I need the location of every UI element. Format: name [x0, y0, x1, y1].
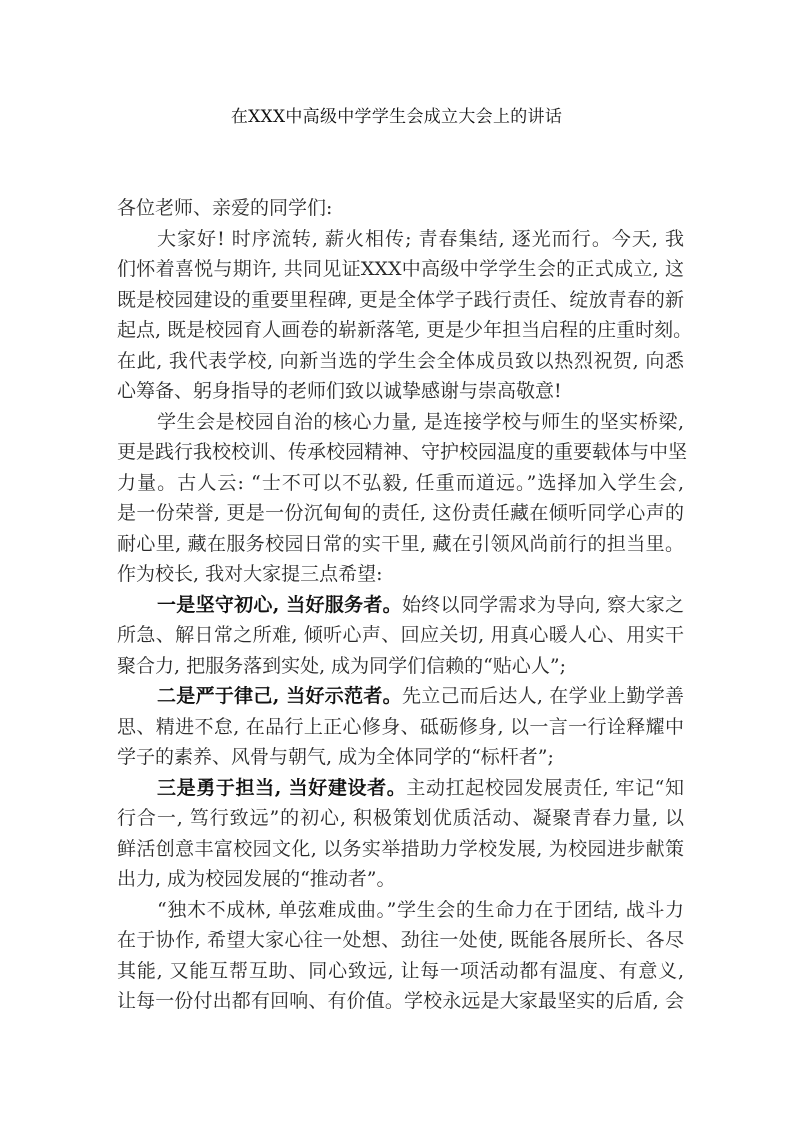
paragraph-line: [117, 803, 684, 834]
paragraph-text: 思、精进不怠, 在品行上正心修身、砥砺修身, 以一言一行诠释耀中: [117, 715, 684, 738]
paragraph-line: [117, 681, 684, 712]
paragraph-text: 学生会是校园自治的核心力量, 是连接学校与师生的坚实桥梁,: [157, 410, 684, 433]
document-title: 在XXX中高级中学学生会成立大会上的讲话: [230, 107, 563, 127]
paragraph-text: 出力, 成为校园发展的“推动者”。: [117, 868, 396, 890]
paragraph-text: 既是校园建设的重要里程碑, 更是全体学子践行责任、绽放青春的新: [117, 288, 684, 311]
paragraph-text: 力量。古人云: “士不可以不弘毅, 任重而道远。”选择加入学生会,: [117, 471, 684, 494]
paragraph-line: [117, 925, 684, 956]
paragraph-line: [117, 285, 684, 316]
paragraph-line: [117, 773, 684, 804]
paragraph-text: 是一份荣誉, 更是一份沉甸甸的责任, 这份责任藏在倾听同学心声的: [117, 502, 684, 524]
salutation: 各位老师、亲爱的同学们:: [117, 197, 333, 219]
paragraph-text: 始终以同学需求为导向, 察大家之: [401, 593, 684, 616]
paragraph-line: [117, 468, 684, 499]
paragraph-text: 更是践行我校校训、传承校园精神、守护校园温度的重要载体与中坚: [117, 441, 688, 463]
paragraph-text: 主动扛起校园发展责任, 牢记“知: [406, 776, 684, 799]
paragraph-line: [117, 895, 684, 926]
paragraph-text: 先立己而后达人, 在学业上勤学善: [401, 685, 684, 707]
paragraph-line: [117, 834, 684, 865]
paragraph-text: 大家好! 时序流转, 薪火相传; 青春集结, 逐光而行。今天, 我: [157, 227, 684, 250]
paragraph-line: [117, 224, 684, 255]
paragraph-text: 让每一份付出都有回响、有价值。学校永远是大家最坚实的后盾, 会: [117, 990, 684, 1012]
paragraph-line: [117, 956, 684, 987]
paragraph-line: [117, 254, 684, 285]
paragraph-line: [117, 437, 688, 468]
paragraph-line: [117, 651, 684, 682]
paragraph-line: [117, 407, 684, 438]
paragraph-text: 起点, 既是校园育人画卷的崭新落笔, 更是少年担当启程的庄重时刻。: [117, 319, 693, 341]
paragraph-text: 聚合力, 把服务落到实处, 成为同学们信赖的“贴心人”;: [117, 654, 566, 677]
paragraph-text: “独木不成林, 单弦难成曲。”学生会的生命力在于团结, 战斗力: [157, 898, 684, 921]
paragraph-line: [117, 712, 684, 743]
paragraph-line: [117, 864, 684, 895]
paragraph-text: 所急、解日常之所难, 倾听心声、回应关切, 用真心暖人心、用实干: [117, 624, 684, 646]
paragraph-line: [117, 346, 684, 377]
paragraph-heading: 二是严于律己, 当好示范者。: [157, 685, 402, 707]
paragraph-line: [117, 742, 684, 773]
paragraph-text: 学子的素养、风骨与朝气, 成为全体同学的“标杆者”;: [117, 746, 554, 768]
paragraph-text: 在此, 我代表学校, 向新当选的学生会全体成员致以热烈祝贺, 向悉: [117, 349, 684, 372]
document-body: [117, 193, 693, 1017]
paragraph-text: 鲜活创意丰富校园文化, 以务实举措助力学校发展, 为校园进步献策: [117, 837, 684, 860]
paragraph-line: [117, 376, 684, 407]
paragraph-heading: 三是勇于担当, 当好建设者。: [157, 776, 407, 799]
paragraph-text: 行合一, 笃行致远”的初心, 积极策划优质活动、凝聚青春力量, 以: [117, 807, 684, 829]
paragraph-line: [117, 986, 684, 1017]
paragraph-heading: 一是坚守初心, 当好服务者。: [157, 593, 402, 616]
paragraph-text: 作为校长, 我对大家提三点希望:: [117, 563, 383, 585]
paragraph-line: [117, 559, 684, 590]
paragraph-line: [117, 315, 693, 346]
paragraph-line: [117, 529, 684, 560]
paragraph-line: [117, 590, 684, 621]
paragraph-text: 心筹备、躬身指导的老师们致以诚挚感谢与崇高敬意!: [117, 380, 562, 402]
paragraph-text: 其能, 又能互帮互助、同心致远, 让每一项活动都有温度、有意义,: [117, 959, 684, 982]
paragraph-text: 在于协作, 希望大家心往一处想、劲往一处使, 既能各展所长、各尽: [117, 929, 684, 951]
paragraph-text: 耐心里, 藏在服务校园日常的实干里, 藏在引领风尚前行的担当里。: [117, 532, 684, 555]
paragraph-line: [117, 620, 684, 651]
paragraph-text: 们怀着喜悦与期许, 共同见证XXX中高级中学学生会的正式成立, 这: [117, 258, 684, 280]
paragraph-line: [117, 498, 684, 529]
